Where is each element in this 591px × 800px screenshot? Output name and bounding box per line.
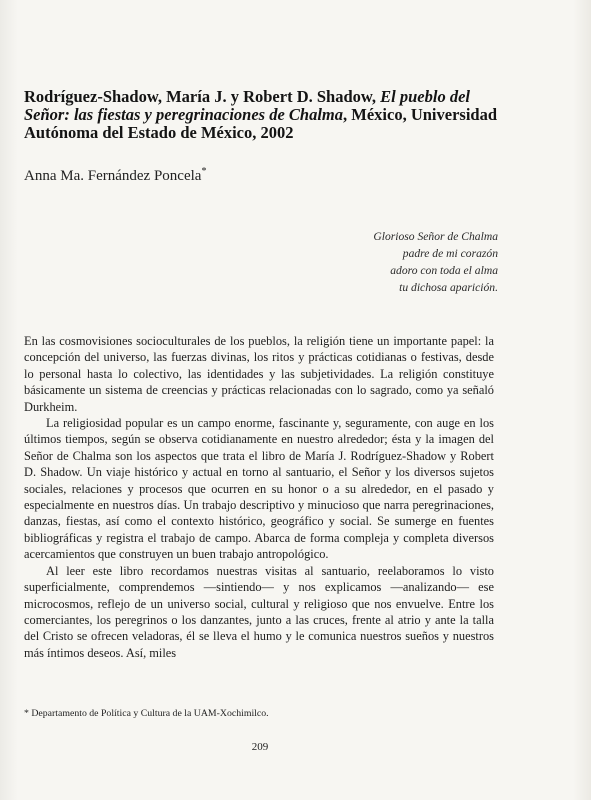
book-publication: , México, Universidad Autónoma del Estado de México, 2002 — [24, 105, 498, 142]
footnote-marker: * — [201, 166, 207, 177]
page-number: 209 — [251, 741, 269, 753]
epigraph-line: Glorioso Señor de Chalma — [373, 230, 498, 243]
paragraph: Al leer este libro recordamos nuestras visitas al santuario, reelaboramos lo visto superficialmente, comprendemos —sintiendo— y nos explicamos —analizando— ese microcosmos, reflejo de un universo social, cultural y religioso que nos envuelve. Entre los comerciantes, los peregrinos o los danzantes, junto a las cruces, frente al atrio y ante la talla del Cristo se ofrecen veladoras, él se lleva el humo y le comunica nuestros sueños y nuestros más íntimos deseos. Así, miles — [24, 563, 494, 660]
epigraph-line: adoro con toda el alma — [390, 264, 498, 277]
epigraph — [290, 228, 498, 296]
paragraph: En las cosmovisiones socioculturales de los pueblos, la religión tiene un importante papel: la concepción del universo, las fuerzas divinas, los ritos y prácticas cotidianas o festivas, desde lo personal hasta lo colectivo, las identidades y las subjetividades. La religión constituye básicamente un sistema de creencias y prácticas relacionadas con lo sagrado, como ya señaló Durkheim. — [24, 334, 494, 414]
book-authors: Rodríguez-Shadow, María J. y Robert D. Shadow, — [24, 87, 381, 106]
reviewer-name: Anna Ma. Fernández Poncela — [24, 168, 202, 184]
reviewer-byline — [24, 163, 424, 185]
footnote: * Departamento de Política y Cultura de la UAM-Xochimilco. — [24, 708, 269, 719]
book-reference — [24, 88, 504, 142]
epigraph-line: padre de mi corazón — [402, 247, 498, 260]
paragraph: La religiosidad popular es un campo enorme, fascinante y, seguramente, con auge en los últimos tiempos, según se observa cotidianamente en nuestro alrededor; ésta y la imagen del Señor de Chalma son los aspectos que trata el libro de María J. Rodríguez-Shadow y Robert D. Shadow. Un viaje histórico y actual en torno al santuario, el Señor y los diversos sujetos sociales, relaciones y procesos que ocurren en su honor o a su alrededor, en el pasado y especialmente en nuestros días. Un trabajo descriptivo y minucioso que narra peregrinaciones, danzas, fiestas, así como el contexto histórico, geográfico y social. Se sumerge en fuentes bibliográficas y registra el trabajo de campo. Abarca de forma compleja y completa diversos acercamientos que construyen un buen trabajo antropológico. — [24, 416, 494, 562]
epigraph-line: tu dichosa aparición. — [399, 281, 498, 294]
review-body — [24, 333, 494, 661]
book-title: El pueblo del Señor: las fiestas y peregrinaciones de Chalma — [24, 87, 470, 124]
